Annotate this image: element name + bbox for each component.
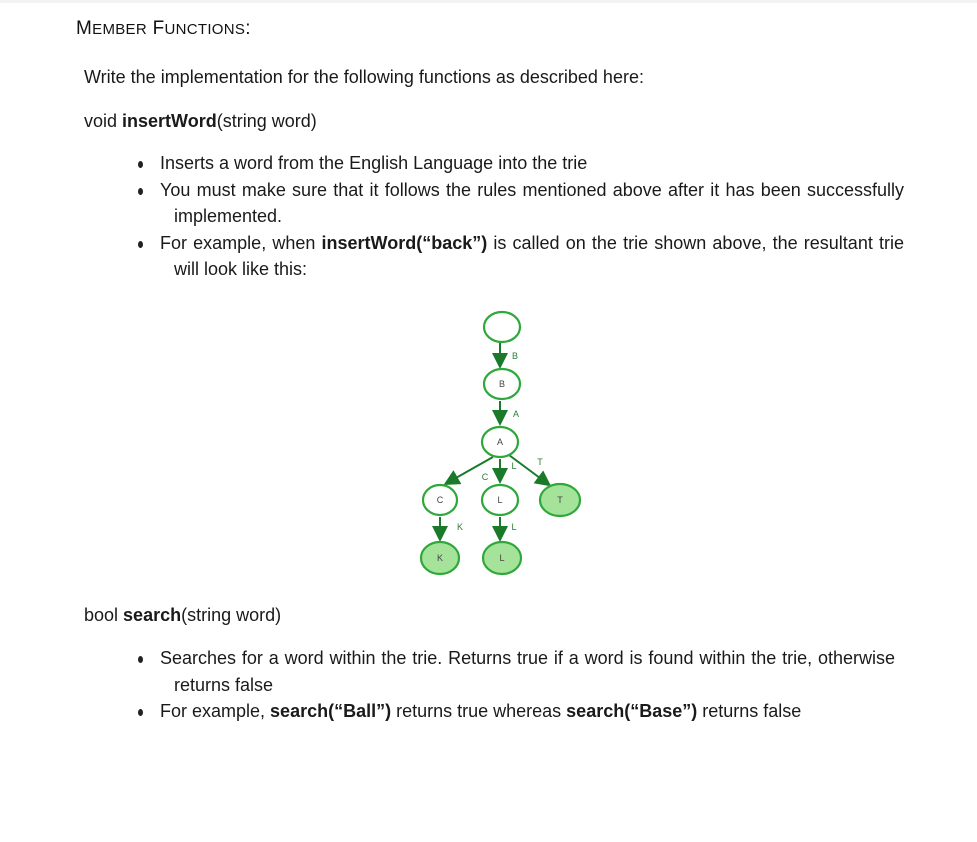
list-item [130, 698, 895, 725]
search-signature [84, 604, 281, 626]
search-function-name: search [123, 605, 182, 625]
bullet-icon [138, 188, 143, 195]
intro-text: Write the implementation for the following functions as described here: [84, 67, 644, 87]
trie-node-root [484, 312, 520, 342]
insertword-bullet-list [130, 150, 904, 283]
bullet-text: You must make sure that it follows the rules mentioned above after it has been successfully implemented. [160, 179, 904, 226]
edge-label-b: B [511, 351, 519, 361]
insertword-function-name: insertWord [122, 111, 217, 131]
page-top-border [0, 0, 977, 3]
node-label-b: B [498, 379, 506, 389]
edge-label-l2: L [511, 522, 517, 532]
list-item [130, 177, 904, 230]
edge-label-k: K [456, 522, 464, 532]
code-example: insertWord(“back”) [321, 232, 488, 253]
edge-label-l: L [511, 461, 517, 471]
node-label-l: L [497, 495, 503, 505]
text-run: returns false [697, 701, 802, 721]
search-bullet-list [130, 645, 895, 725]
text-run: For example, [160, 701, 271, 721]
node-label-c: C [436, 495, 444, 505]
bullet-icon [138, 709, 143, 716]
trie-diagram [405, 303, 585, 583]
bullet-text: Searches for a word within the trie. Returns true if a word is found within the trie, otherwise returns false [160, 648, 895, 695]
node-label-k: K [436, 553, 444, 563]
text-run: For example, when [160, 232, 322, 253]
bullet-icon [138, 161, 143, 168]
node-label-l2: L [499, 553, 505, 563]
insertword-params: (string word) [216, 111, 317, 131]
code-example: search(“Base”) [566, 701, 698, 721]
list-item [130, 645, 895, 698]
bullet-text: Inserts a word from the English Language into the trie [160, 153, 588, 173]
edge-label-c: C [481, 472, 489, 482]
node-label-t: T [557, 495, 563, 505]
list-item [130, 150, 904, 177]
insertword-signature [84, 110, 317, 132]
bullet-icon [138, 241, 143, 248]
code-example: search(“Ball”) [270, 701, 392, 721]
text-run: is called on the trie shown above, the resultant trie will look like this: [174, 232, 904, 279]
bullet-text [160, 698, 895, 725]
node-label-a: A [496, 437, 504, 447]
search-params: (string word) [181, 605, 282, 625]
bullet-text [160, 230, 904, 283]
section-heading: MEMBER FUNCTIONS: [76, 18, 251, 39]
bullet-icon [138, 656, 143, 663]
insertword-return-type: void [84, 111, 123, 131]
list-item [130, 230, 904, 283]
edge-label-a: A [512, 409, 520, 419]
edge-label-t: T [537, 457, 543, 467]
search-return-type: bool [84, 605, 124, 625]
text-run: returns true whereas [391, 701, 567, 721]
